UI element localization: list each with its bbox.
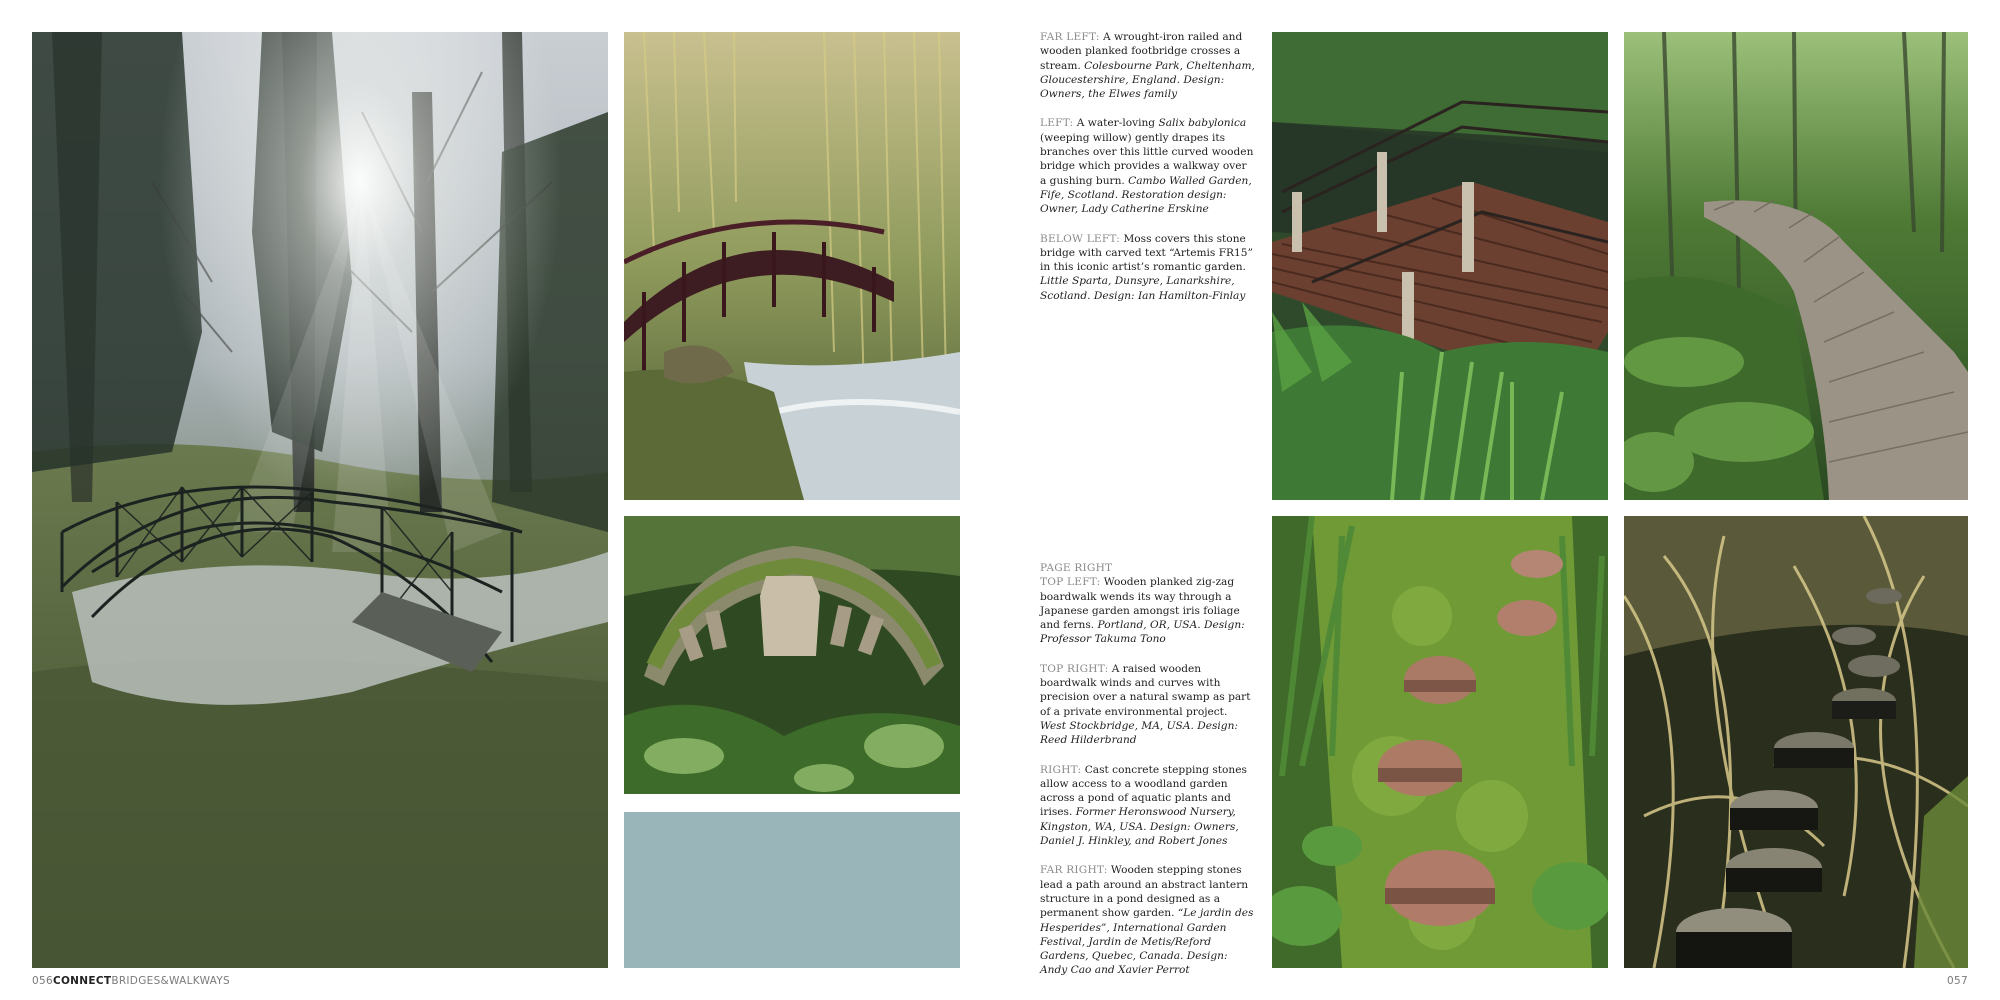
footer-left bbox=[32, 975, 230, 987]
caption-left: LEFT: A water-loving Salix babylonica (weeping willow) gently drapes its branches over this little curved wooden bridge which provides a walkway over a gushing burn. Cambo Walled Garden, Fife, Scotland. Restoration design: Owner, Lady Catherine Erskine bbox=[1040, 117, 1254, 216]
photo-willow-curved-bridge bbox=[624, 32, 960, 500]
caption-right: RIGHT: Cast concrete stepping stones allow access to a woodland garden across a pond of aquatic plants and irises. Former Heronswood Nursery, Kingston, WA, USA. Design: Owners, Daniel J. Hinkley, and Robert Jones bbox=[1040, 763, 1247, 848]
captions-top bbox=[1040, 30, 1255, 318]
photo-wooden-stepping-stones-lantern bbox=[1624, 516, 1968, 968]
caption-far-right: FAR RIGHT: Wooden stepping stones lead a path around an abstract lantern structure in a pond designed as a permanent show garden. “Le jardin des Hesperides”, International Garden Festival, Jardin de Metis/Reford Gardens, Quebec, Canada. Design: Andy Cao and Xavier Perrot bbox=[1040, 864, 1254, 977]
caption-far-left: FAR LEFT: A wrought-iron railed and wooden planked footbridge crosses a stream. Colesbourne Park, Cheltenham, Gloucestershire, England. Design: Owners, the Elwes family bbox=[1040, 31, 1255, 101]
page-number-right: 057 bbox=[1947, 975, 1968, 987]
photo-swamp-boardwalk bbox=[1624, 32, 1968, 500]
captions-bottom bbox=[1040, 561, 1255, 993]
footer-right bbox=[1947, 975, 1968, 987]
subsection-name: BRIDGES&WALKWAYS bbox=[111, 975, 231, 987]
section-name: CONNECT bbox=[52, 975, 112, 987]
caption-top-right: TOP RIGHT: A raised wooden boardwalk winds and curves with precision over a natural swamp as part of a private environmental project. West Stockbridge, MA, USA. Design: Reed Hilderbrand bbox=[1040, 662, 1251, 747]
caption-top-left: TOP LEFT: Wooden planked zig-zag boardwalk wends its way through a Japanese garden amongst iris foliage and ferns. Portland, OR, USA. Design: Professor Takuma Tono bbox=[1040, 576, 1245, 646]
photo-concrete-stepping-stones bbox=[1272, 516, 1608, 968]
page-number-left: 056 bbox=[32, 975, 53, 987]
photo-iron-footbridge-park bbox=[32, 32, 608, 968]
caption-below-left: BELOW LEFT: Moss covers this stone bridge with carved text “Artemis FR15” in this iconic artist’s romantic garden. Little Sparta, Dunsyre, Lanarkshire, Scotland. Design: Ian Hamilton-Finlay bbox=[1040, 232, 1253, 302]
page-right-heading: PAGE RIGHT bbox=[1040, 562, 1113, 574]
photo-zigzag-boardwalk bbox=[1272, 32, 1608, 500]
color-swatch bbox=[624, 812, 960, 968]
photo-moss-stone-bridge bbox=[624, 516, 960, 794]
